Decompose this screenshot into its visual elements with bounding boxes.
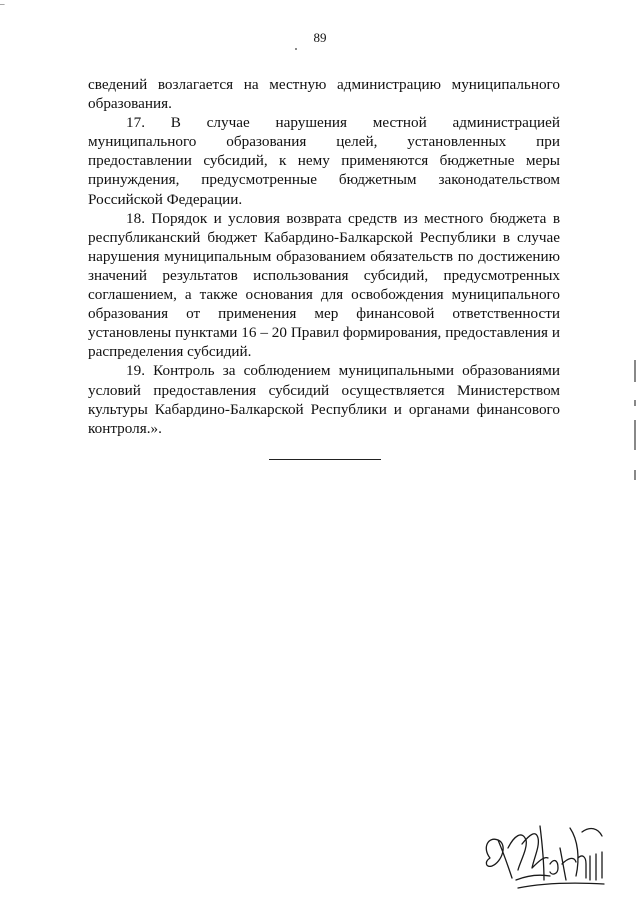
paragraph-16-continuation: сведений возлагается на местную администрацию муниципального образования. [88,76,560,113]
end-separator-line [269,459,381,460]
paragraph-17: 17. В случае нарушения местной администрацией муниципального образования целей, установленных при предоставлении субсидий, к нему применяются бюджетные меры принуждения, предусмотренные бюджетным законодательством Российской Федерации. [88,114,560,208]
scan-edge-marks [631,360,637,500]
handwritten-signature [478,818,618,898]
paragraph-19: 19. Контроль за соблюдением муниципальными образованиями условий предоставления субсидий осуществляется Министерством культуры Кабардино-Балкарской Республики и органами финансового контроля.». [88,362,560,437]
page-number: 89 [313,30,327,45]
paragraph-18: 18. Порядок и условия возврата средств из местного бюджета в республиканский бюджет Кабардино-Балкарской Республики в случае нарушения муниципальным образованием обязательств по достижению значений результатов использования субсидий, предусмотренных соглашением, а также основания для освобождения муниципального образования от применения мер финансовой ответственности установлены пунктами 16 – 20 Правил формирования, предоставления и распределения субсидий. [88,209,560,361]
corner-mark: – [0,0,5,9]
document-body [88,75,560,438]
scan-dot [295,48,297,50]
